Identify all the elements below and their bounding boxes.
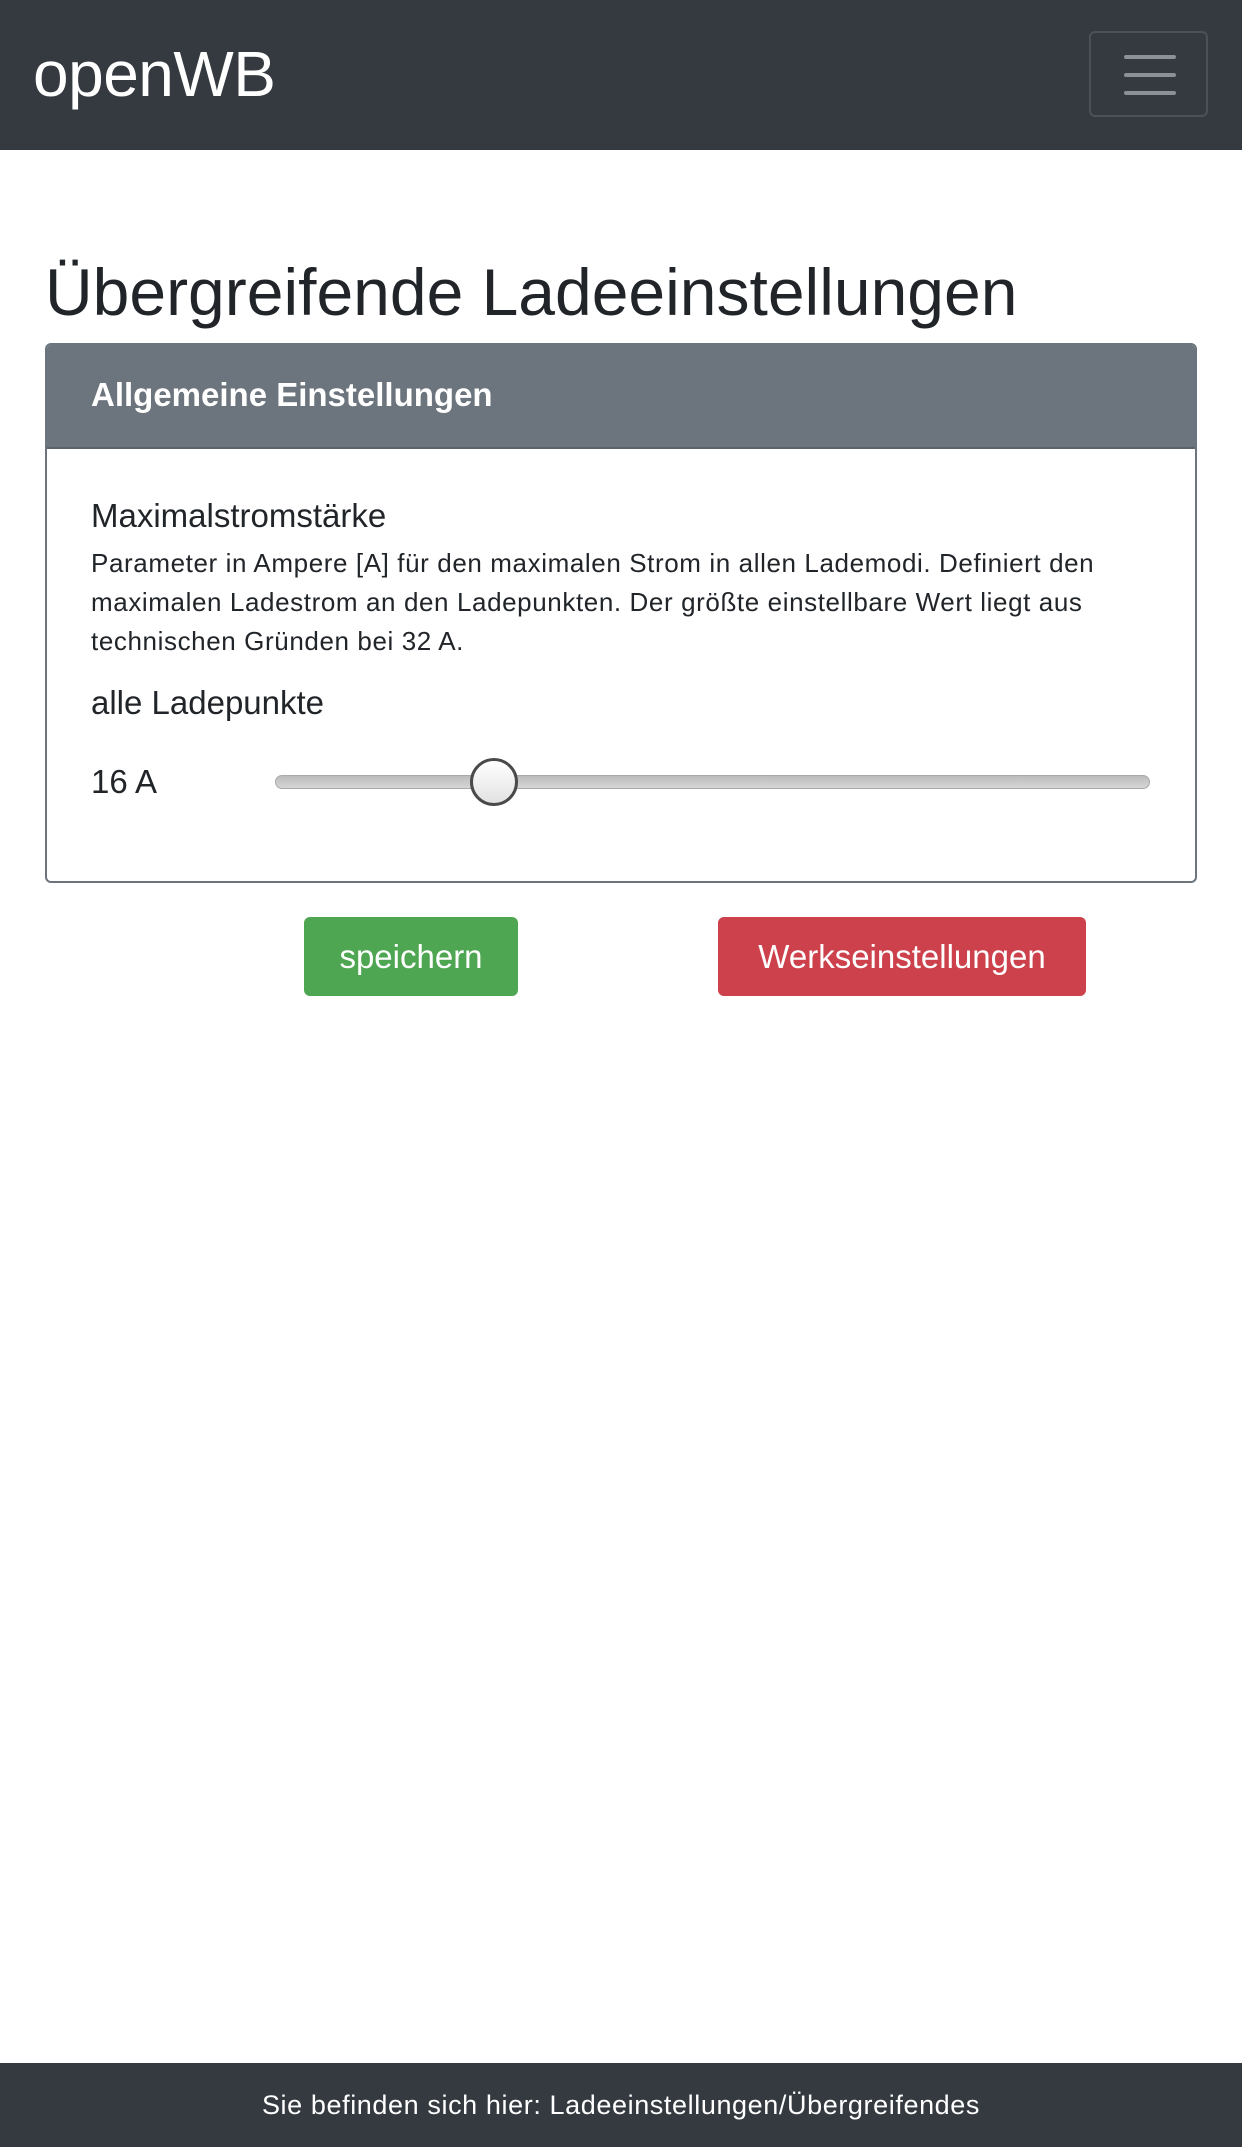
row-label: alle Ladepunkte: [91, 684, 325, 721]
page-title: Übergreifende Ladeeinstellungen: [45, 255, 1018, 329]
hamburger-menu-icon: [1124, 55, 1176, 59]
setting-description: Parameter in Ampere [A] für den maximalen Strom in allen Lademodi. Definiert den maximalen Ladestrom an den Ladepunkten. Der größte einstellbare Wert liegt aus technischen Gründen bei 32 A.: [91, 548, 1095, 656]
factory-reset-button[interactable]: Werkseinstellungen: [718, 917, 1086, 996]
footer: [0, 2063, 1242, 2147]
slider-value: 16 A: [91, 763, 158, 800]
menu-toggle-button[interactable]: [1089, 31, 1208, 117]
hamburger-menu-icon-bar: [1124, 73, 1176, 77]
card-header: [47, 345, 1195, 449]
breadcrumb: Sie befinden sich hier: Ladeeinstellungen/Übergreifendes: [261, 2090, 981, 2120]
brand-logo[interactable]: openWB: [33, 38, 276, 110]
settings-card: [45, 343, 1197, 883]
save-button[interactable]: speichern: [304, 917, 518, 996]
slider-thumb[interactable]: [470, 758, 518, 806]
setting-label: Maximalstromstärke: [91, 497, 387, 534]
navbar: [0, 0, 1242, 150]
slider-track[interactable]: [275, 775, 1150, 789]
hamburger-menu-icon-bar: [1124, 91, 1176, 95]
card-header-title: Allgemeine Einstellungen: [91, 376, 493, 413]
